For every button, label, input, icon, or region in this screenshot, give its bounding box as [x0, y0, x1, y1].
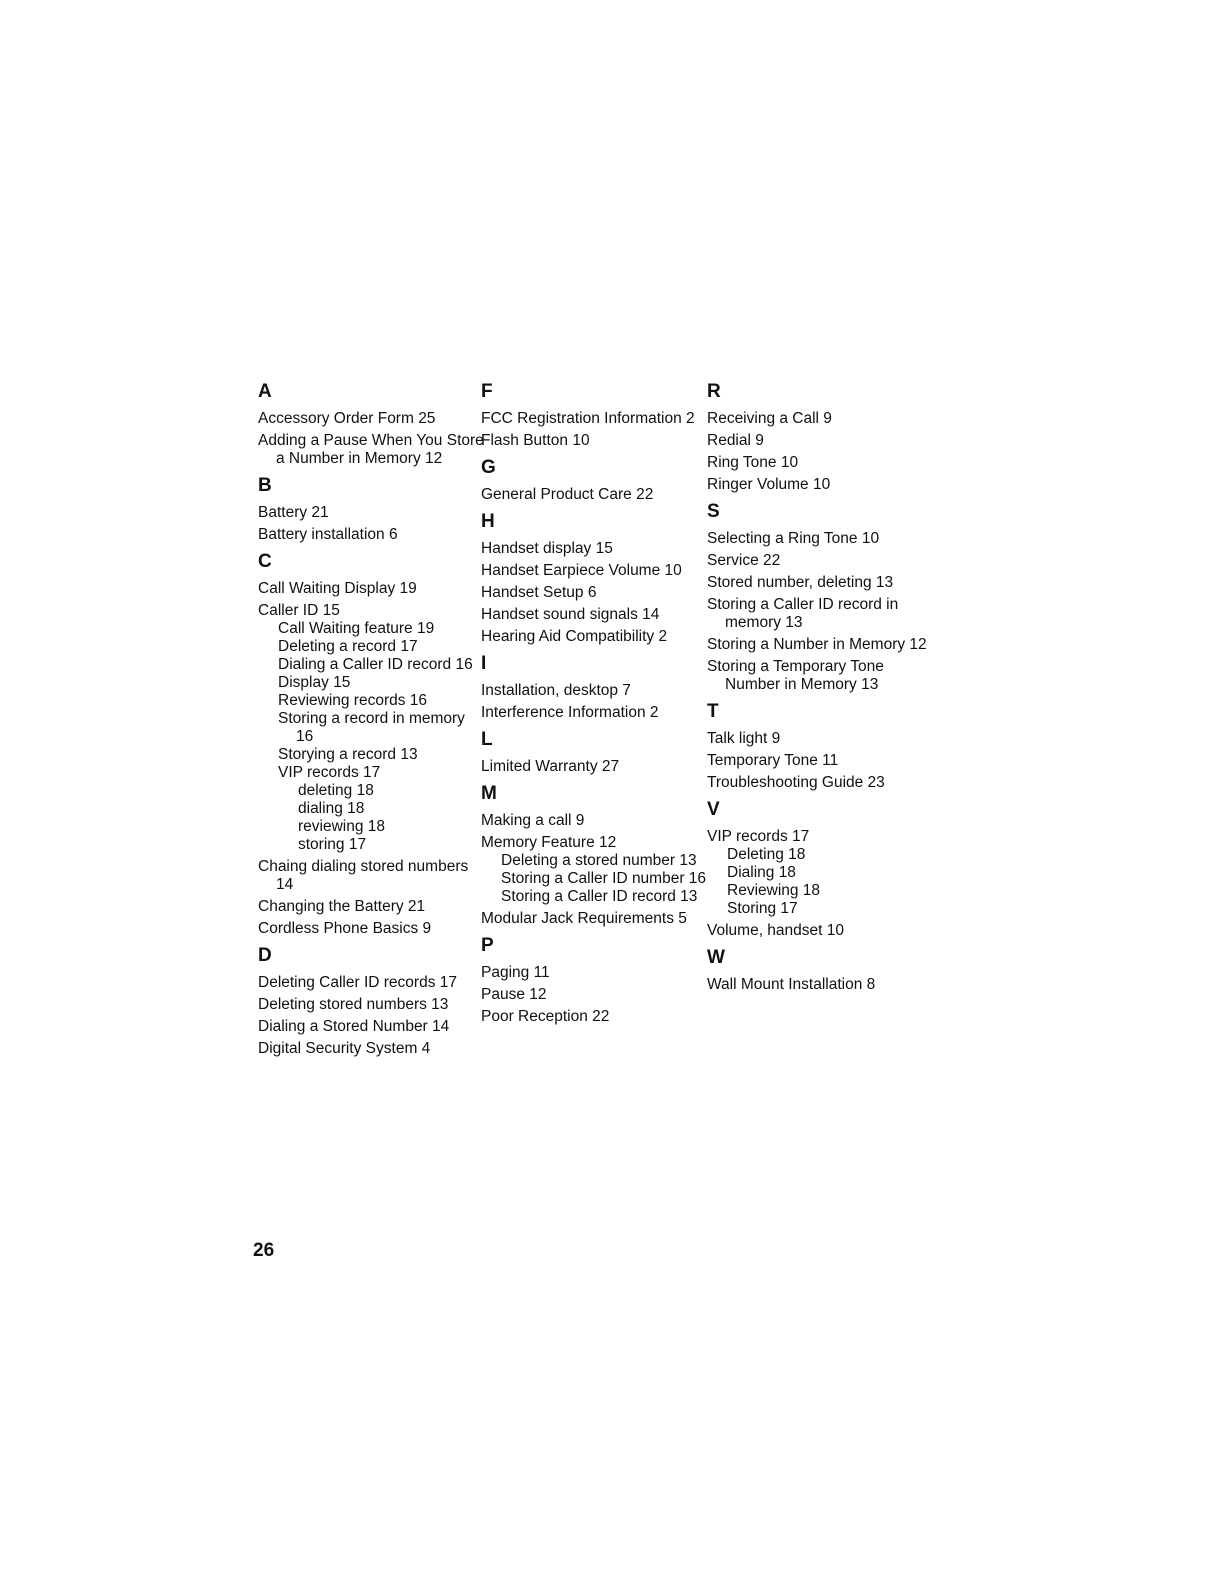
index-entry-block — [479, 432, 709, 450]
index-subentry: Storing 17 — [727, 900, 798, 917]
index-entry: Storing a Temporary Tone Number in Memory 13 — [707, 658, 884, 693]
index-subentry: Deleting 18 — [727, 846, 806, 863]
index-entry: Poor Reception 22 — [481, 1008, 610, 1025]
index-entry-block — [705, 976, 935, 994]
index-letter-heading: W — [707, 947, 725, 968]
index-entry-block — [479, 562, 709, 580]
index-letter-heading: A — [258, 381, 272, 402]
index-group-m — [479, 782, 709, 928]
index-entry: Flash Button 10 — [481, 432, 590, 449]
index-entry-block — [256, 898, 486, 916]
index-entry-block — [256, 1040, 486, 1058]
index-group-d — [256, 944, 486, 1058]
index-entry: Caller ID 15 — [258, 602, 340, 619]
index-entry: Volume, handset 10 — [707, 922, 845, 939]
index-entry-block — [256, 858, 486, 894]
index-entry-block — [479, 964, 709, 982]
index-entry-block — [479, 704, 709, 722]
index-subentry: Reviewing records 16 — [278, 692, 428, 709]
index-entry: Handset Earpiece Volume 10 — [481, 562, 682, 579]
index-group-s — [705, 500, 935, 694]
index-entry: Redial 9 — [707, 432, 764, 449]
index-entry: Battery installation 6 — [258, 526, 398, 543]
index-entry: Making a call 9 — [481, 812, 585, 829]
index-entry-block — [705, 574, 935, 592]
index-entry-block — [705, 530, 935, 548]
index-entry: Adding a Pause When You Store a Number in Memory 12 — [258, 432, 484, 467]
index-entry: Temporary Tone 11 — [707, 752, 839, 769]
index-entry: Call Waiting Display 19 — [258, 580, 417, 597]
index-group-i — [479, 652, 709, 722]
index-entry-block — [256, 526, 486, 544]
index-entry: Modular Jack Requirements 5 — [481, 910, 687, 927]
index-letter-heading: G — [481, 457, 496, 478]
index-subentry: Reviewing 18 — [727, 882, 821, 899]
index-group-v — [705, 798, 935, 940]
index-subentry: Storing a record in memory 16 — [278, 710, 465, 745]
index-subsubentry: deleting 18 — [298, 782, 374, 799]
index-entry-block — [479, 606, 709, 624]
index-entry-block — [256, 410, 486, 428]
index-entry: Dialing a Stored Number 14 — [258, 1018, 450, 1035]
index-entry: Hearing Aid Compatibility 2 — [481, 628, 668, 645]
index-entry-block — [479, 486, 709, 504]
index-letter-heading: C — [258, 551, 272, 572]
index-entry-block — [479, 986, 709, 1004]
index-entry-block — [256, 974, 486, 992]
index-entry-block — [705, 432, 935, 450]
index-subentry: Display 15 — [278, 674, 351, 691]
index-column-2 — [479, 380, 709, 1030]
index-entry: Battery 21 — [258, 504, 329, 521]
index-column-3 — [705, 380, 935, 998]
index-entry-block — [256, 432, 486, 468]
index-entry-block — [256, 602, 486, 854]
index-entry: Limited Warranty 27 — [481, 758, 620, 775]
index-entry: Talk light 9 — [707, 730, 781, 747]
index-entry: Troubleshooting Guide 23 — [707, 774, 885, 791]
index-letter-heading: R — [707, 381, 721, 402]
index-letter-heading: D — [258, 945, 272, 966]
index-entry-block — [705, 454, 935, 472]
index-entry-block — [479, 910, 709, 928]
index-letter-heading: M — [481, 783, 497, 804]
index-entry-block — [479, 584, 709, 602]
index-entry: VIP records 17 — [707, 828, 810, 845]
index-entry: General Product Care 22 — [481, 486, 654, 503]
index-group-p — [479, 934, 709, 1026]
index-letter-heading: H — [481, 511, 495, 532]
index-entry: Interference Information 2 — [481, 704, 659, 721]
index-group-w — [705, 946, 935, 994]
index-letter-heading: B — [258, 475, 272, 496]
index-entry: Pause 12 — [481, 986, 547, 1003]
index-entry: Chaing dialing stored numbers 14 — [258, 858, 469, 893]
index-entry: Paging 11 — [481, 964, 550, 981]
index-subentry: Storing a Caller ID record 13 — [501, 888, 698, 905]
index-entry: Installation, desktop 7 — [481, 682, 631, 699]
index-entry: Deleting stored numbers 13 — [258, 996, 449, 1013]
index-entry-block — [479, 628, 709, 646]
index-column-1 — [256, 380, 486, 1062]
index-entry-block — [705, 658, 935, 694]
index-letter-heading: F — [481, 381, 493, 402]
index-entry-block — [479, 540, 709, 558]
index-entry-block — [705, 752, 935, 770]
index-group-t — [705, 700, 935, 792]
index-letter-heading: L — [481, 729, 493, 750]
index-entry-block — [256, 1018, 486, 1036]
index-group-c — [256, 550, 486, 938]
index-entry-block — [705, 922, 935, 940]
index-entry: Handset sound signals 14 — [481, 606, 660, 623]
index-entry-block — [705, 476, 935, 494]
index-entry-block — [256, 996, 486, 1014]
index-entry: FCC Registration Information 2 — [481, 410, 695, 427]
index-letter-heading: P — [481, 935, 494, 956]
index-entry-block — [479, 834, 709, 906]
index-subentry: Dialing 18 — [727, 864, 796, 881]
index-entry: Handset Setup 6 — [481, 584, 597, 601]
index-entry-block — [479, 758, 709, 776]
index-entry: Service 22 — [707, 552, 781, 569]
index-entry-block — [479, 1008, 709, 1026]
index-entry: Accessory Order Form 25 — [258, 410, 436, 427]
index-entry: Wall Mount Installation 8 — [707, 976, 876, 993]
index-entry-block — [479, 812, 709, 830]
index-letter-heading: S — [707, 501, 720, 522]
index-entry: Receiving a Call 9 — [707, 410, 832, 427]
index-group-g — [479, 456, 709, 504]
index-subentry: Storing a Caller ID number 16 — [501, 870, 707, 887]
index-group-a — [256, 380, 486, 468]
index-entry-block — [705, 636, 935, 654]
index-entry-block — [256, 504, 486, 522]
index-entry-block — [705, 552, 935, 570]
index-group-h — [479, 510, 709, 646]
index-entry-block — [705, 774, 935, 792]
index-entry-block — [479, 410, 709, 428]
index-group-l — [479, 728, 709, 776]
index-entry-block — [705, 410, 935, 428]
index-subentry: Call Waiting feature 19 — [278, 620, 435, 637]
index-entry: Memory Feature 12 — [481, 834, 617, 851]
index-subentry: Dialing a Caller ID record 16 — [278, 656, 473, 673]
index-entry-block — [256, 920, 486, 938]
index-letter-heading: I — [481, 653, 487, 674]
index-subentry: Deleting a record 17 — [278, 638, 418, 655]
index-entry: Cordless Phone Basics 9 — [258, 920, 432, 937]
index-entry-block — [705, 828, 935, 918]
page-number: 26 — [253, 1240, 275, 1261]
index-subentry: VIP records 17 — [278, 764, 381, 781]
index-entry: Handset display 15 — [481, 540, 613, 557]
index-subsubentry: storing 17 — [298, 836, 367, 853]
index-entry: Digital Security System 4 — [258, 1040, 431, 1057]
index-entry-block — [256, 580, 486, 598]
index-entry-block — [705, 730, 935, 748]
index-group-f — [479, 380, 709, 450]
index-entry: Deleting Caller ID records 17 — [258, 974, 458, 991]
index-group-r — [705, 380, 935, 494]
index-entry-block — [479, 682, 709, 700]
index-letter-heading: V — [707, 799, 720, 820]
index-subentry: Storying a record 13 — [278, 746, 418, 763]
index-entry: Ring Tone 10 — [707, 454, 799, 471]
index-entry: Selecting a Ring Tone 10 — [707, 530, 880, 547]
index-subentry: Deleting a stored number 13 — [501, 852, 697, 869]
index-entry: Changing the Battery 21 — [258, 898, 426, 915]
index-group-b — [256, 474, 486, 544]
index-entry: Stored number, deleting 13 — [707, 574, 894, 591]
index-entry: Storing a Number in Memory 12 — [707, 636, 927, 653]
index-entry-block — [705, 596, 935, 632]
index-subsubentry: reviewing 18 — [298, 818, 386, 835]
index-entry: Ringer Volume 10 — [707, 476, 831, 493]
index-entry: Storing a Caller ID record in memory 13 — [707, 596, 899, 631]
index-subsubentry: dialing 18 — [298, 800, 365, 817]
index-letter-heading: T — [707, 701, 719, 722]
